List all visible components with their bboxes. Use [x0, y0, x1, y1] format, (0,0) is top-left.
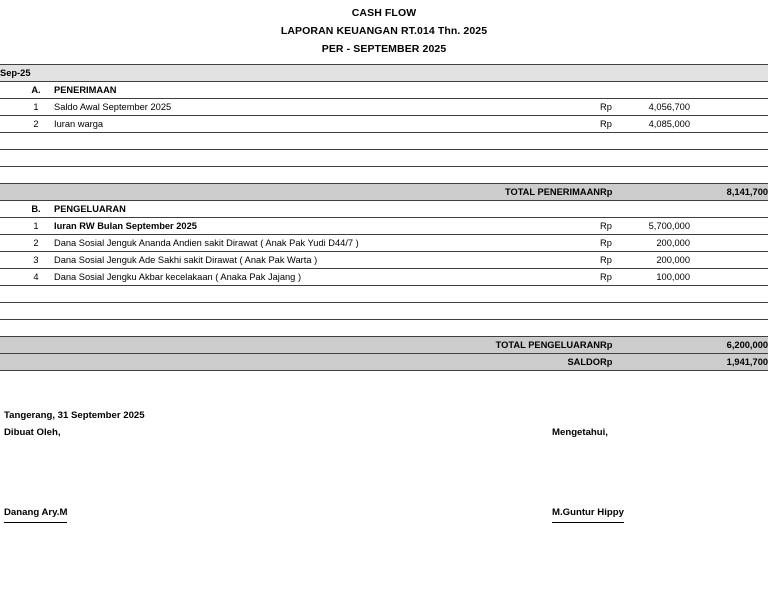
row-description: Dana Sosial Jengku Akbar kecelakaan ( Anaka Pak Jajang )	[54, 272, 302, 282]
total-income-row	[0, 184, 768, 201]
row-trailing-cell	[690, 218, 768, 235]
blank-row	[0, 286, 768, 303]
total-income-label: TOTAL PENERIMAAN	[504, 187, 600, 197]
row-trailing-cell	[690, 269, 768, 286]
total-expense-currency: Rp	[600, 340, 613, 350]
section-header-income	[0, 82, 768, 99]
row-amount: 100,000	[656, 272, 690, 282]
row-amount: 4,056,700	[648, 102, 690, 112]
balance-amount: 1,941,700	[726, 357, 768, 367]
row-description: Dana Sosial Jenguk Ananda Andien sakit Dirawat ( Anak Pak Yudi D44/7 )	[54, 238, 359, 248]
row-number: 3	[33, 255, 39, 265]
period-label: Sep-25	[0, 68, 31, 78]
table-row	[0, 116, 768, 133]
blank-row	[0, 303, 768, 320]
spacer-cell	[0, 218, 18, 235]
total-income-amount: 8,141,700	[726, 187, 768, 197]
right-signer-name: M.Guntur Hippy	[552, 504, 624, 523]
row-amount: 200,000	[656, 255, 690, 265]
total-income-currency: Rp	[600, 187, 613, 197]
row-number: 1	[33, 221, 39, 231]
expense-title: PENGELUARAN	[54, 204, 126, 214]
blank-cell	[0, 150, 768, 167]
document-header	[0, 0, 768, 58]
spacer-cell	[0, 201, 18, 218]
table-row	[0, 235, 768, 252]
spacer-cell	[0, 116, 18, 133]
blank-row	[0, 167, 768, 184]
row-currency: Rp	[600, 102, 612, 112]
blank-cell	[0, 286, 768, 303]
balance-currency: Rp	[600, 357, 613, 367]
row-description: Dana Sosial Jenguk Ade Sakhi sakit Dirawat ( Anak Pak Warta )	[54, 255, 318, 265]
spacer-cell	[0, 99, 18, 116]
spacer-cell	[0, 269, 18, 286]
blank-cell	[0, 167, 768, 184]
place-date-row	[4, 407, 768, 424]
blank-cell	[0, 303, 768, 320]
blank-row	[0, 133, 768, 150]
total-expense-row	[0, 337, 768, 354]
balance-row	[0, 354, 768, 371]
row-amount: 200,000	[656, 238, 690, 248]
row-number: 2	[33, 238, 39, 248]
total-expense-amount: 6,200,000	[726, 340, 768, 350]
signature-block	[0, 407, 768, 521]
left-signer-name: Danang Ary.M	[4, 504, 67, 523]
title-report-name: LAPORAN KEUANGAN RT.014 Thn. 2025	[280, 25, 488, 37]
table-row	[0, 99, 768, 116]
row-currency: Rp	[600, 119, 612, 129]
roles-row	[4, 424, 768, 441]
place-date: Tangerang, 31 September 2025	[4, 410, 145, 421]
row-trailing-cell	[690, 116, 768, 133]
title-period: PER - SEPTEMBER 2025	[321, 43, 447, 55]
total-expense-label: TOTAL PENGELUARAN	[495, 340, 600, 350]
blank-row	[0, 150, 768, 167]
period-header-row	[0, 65, 768, 82]
names-row	[4, 504, 768, 521]
blank-cell	[0, 133, 768, 150]
table-row	[0, 269, 768, 286]
spacer-cell	[0, 82, 18, 99]
table-row	[0, 218, 768, 235]
balance-label: SALDO	[567, 357, 600, 367]
title-cash-flow: CASH FLOW	[351, 7, 417, 19]
row-currency: Rp	[600, 272, 612, 282]
left-role-label: Dibuat Oleh,	[4, 427, 61, 438]
row-currency: Rp	[600, 238, 612, 248]
row-description: Iuran warga	[54, 119, 104, 129]
spacer-cell	[0, 235, 18, 252]
table-row	[0, 252, 768, 269]
income-letter: A.	[31, 85, 41, 95]
right-role-label: Mengetahui,	[552, 427, 608, 438]
row-currency: Rp	[600, 255, 612, 265]
row-amount: 5,700,000	[648, 221, 690, 231]
section-header-expense	[0, 201, 768, 218]
row-number: 2	[33, 119, 39, 129]
row-trailing-cell	[690, 99, 768, 116]
blank-cell	[0, 320, 768, 337]
row-number: 4	[33, 272, 39, 282]
row-number: 1	[33, 102, 39, 112]
row-currency: Rp	[600, 221, 612, 231]
row-description: Iuran RW Bulan September 2025	[54, 221, 197, 231]
row-trailing-cell	[690, 252, 768, 269]
income-title: PENERIMAAN	[54, 85, 117, 95]
row-amount: 4,085,000	[648, 119, 690, 129]
cash-flow-table	[0, 64, 768, 371]
row-trailing-cell	[690, 235, 768, 252]
spacer-cell	[0, 252, 18, 269]
expense-letter: B.	[31, 204, 41, 214]
row-description: Saldo Awal September 2025	[54, 102, 172, 112]
blank-row	[0, 320, 768, 337]
